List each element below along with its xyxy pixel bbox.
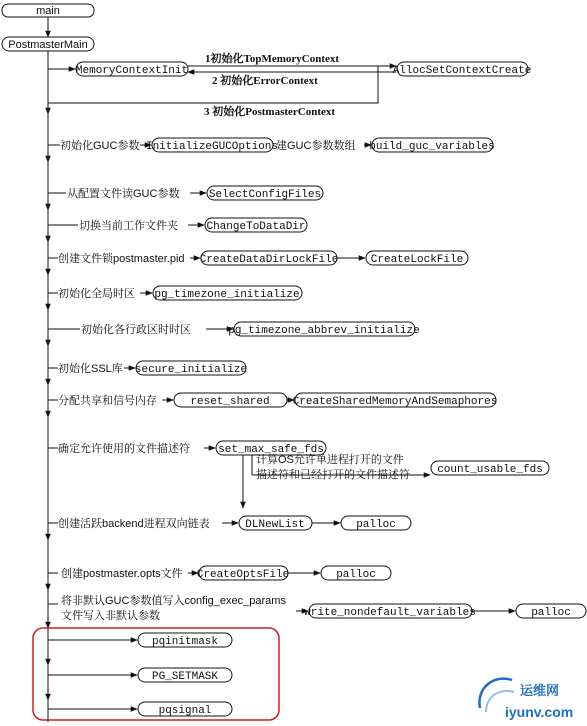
- watermark-logo: [479, 679, 573, 720]
- node-create-opts-file: [197, 566, 289, 581]
- node-palloc-1: [341, 516, 411, 531]
- label-create-opts-file: 创建postmaster.opts文件: [61, 568, 183, 580]
- label-determine-fds: 确定允许使用的文件描述符: [58, 443, 190, 455]
- node-create-data-dir-lock-file: [200, 251, 339, 266]
- node-change-to-data-dir: [205, 218, 307, 233]
- node-count-usable-fds: [431, 461, 549, 476]
- svg-text:DLNewList: DLNewList: [245, 519, 305, 531]
- svg-text:palloc: palloc: [531, 607, 571, 619]
- svg-text:build_guc_variables: build_guc_variables: [369, 141, 495, 153]
- svg-text:main: main: [36, 5, 60, 17]
- node-postmaster-main: [2, 37, 94, 51]
- node-pg-timezone-initialize: [153, 286, 302, 301]
- label-fds-note-2: 描述符和已经打开的文件描述符: [256, 469, 410, 481]
- label-fds-note-1: 计算OS允许单进程打开的文件: [256, 454, 404, 466]
- label-mc-step1: 1初始化TopMemoryContext: [205, 53, 340, 65]
- svg-text:secure_initialize: secure_initialize: [134, 364, 248, 376]
- svg-text:pg_timezone_abbrev_initialize: pg_timezone_abbrev_initialize: [228, 325, 420, 337]
- node-initialize-guc-options: [146, 138, 278, 153]
- svg-text:count_usable_fds: count_usable_fds: [437, 464, 543, 476]
- svg-text:CreateLockFile: CreateLockFile: [370, 254, 464, 266]
- svg-text:MemoryContextInit: MemoryContextInit: [75, 65, 189, 77]
- node-write-nondefault-variables: [304, 604, 476, 619]
- node-pqsignal: [138, 702, 232, 717]
- svg-text:PostmasterMain: PostmasterMain: [8, 39, 88, 51]
- svg-text:pg_timezone_initialize: pg_timezone_initialize: [154, 289, 300, 301]
- label-create-backend-list: 创建活跃backend进程双向链表: [58, 518, 210, 530]
- node-select-config-files: [207, 186, 323, 201]
- label-init-ssl: 初始化SSL库: [58, 363, 123, 375]
- svg-text:InitializeGUCOptions: InitializeGUCOptions: [145, 141, 279, 153]
- svg-text:write_nondefault_variables: write_nondefault_variables: [304, 607, 476, 619]
- svg-text:pqinitmask: pqinitmask: [151, 636, 219, 648]
- watermark-domain: iyunv.com: [505, 704, 574, 720]
- svg-text:palloc: palloc: [356, 519, 396, 531]
- node-secure-initialize: [135, 361, 247, 376]
- watermark-name: 运维网: [520, 683, 560, 698]
- label-write-guc-2: 文件写入非默认参数: [61, 610, 160, 622]
- node-memory-context-init: [76, 62, 188, 77]
- label-switch-dir: 切换当前工作文件夹: [79, 220, 178, 232]
- node-create-lock-file: [366, 251, 468, 266]
- label-mc-step3: 3 初始化PostmasterContext: [204, 106, 336, 118]
- label-read-guc: 从配置文件读GUC参数: [67, 188, 180, 200]
- label-mc-step2: 2 初始化ErrorContext: [212, 75, 318, 87]
- node-alloc-set-context-create: [393, 62, 532, 77]
- node-pqinitmask: [138, 633, 232, 648]
- svg-text:AllocSetContextCreate: AllocSetContextCreate: [392, 65, 532, 77]
- node-palloc-2: [321, 566, 391, 581]
- label-write-guc-1: 将非默认GUC参数值写入config_exec_params: [61, 595, 286, 607]
- svg-text:CreateOptsFile: CreateOptsFile: [196, 569, 290, 581]
- svg-text:reset_shared: reset_shared: [190, 396, 270, 408]
- svg-text:set_max_safe_fds: set_max_safe_fds: [218, 444, 324, 456]
- svg-text:palloc: palloc: [336, 569, 376, 581]
- label-init-global-tz: 初始化全局时区: [58, 288, 135, 300]
- svg-text:PG_SETMASK: PG_SETMASK: [151, 671, 219, 683]
- svg-text:ChangeToDataDir: ChangeToDataDir: [206, 221, 306, 233]
- node-pg-setmask: [138, 668, 232, 683]
- node-palloc-3: [516, 604, 586, 619]
- node-main: [2, 4, 94, 17]
- label-init-tz-abbrev: 初始化各行政区时时区: [81, 324, 191, 336]
- svg-text:CreateDataDirLockFile: CreateDataDirLockFile: [199, 254, 339, 266]
- svg-text:pqsignal: pqsignal: [158, 705, 212, 717]
- svg-text:SelectConfigFiles: SelectConfigFiles: [208, 189, 322, 201]
- svg-text:CreateSharedMemoryAndSemaphore: CreateSharedMemoryAndSemaphores: [292, 396, 498, 408]
- node-dl-new-list: [239, 516, 312, 531]
- node-build-guc-variables: [369, 138, 494, 153]
- node-reset-shared: [174, 393, 287, 408]
- node-pg-timezone-abbrev-initialize: [228, 322, 419, 337]
- label-build-guc-array: 建GUC参数数组: [276, 140, 356, 152]
- label-create-lockfile: 创建文件锁postmaster.pid: [58, 253, 185, 265]
- label-alloc-shared: 分配共享和信号内存: [58, 395, 157, 407]
- node-create-shared-memory-and-semaphores: [293, 393, 498, 408]
- label-init-guc: 初始化GUC参数: [60, 140, 140, 152]
